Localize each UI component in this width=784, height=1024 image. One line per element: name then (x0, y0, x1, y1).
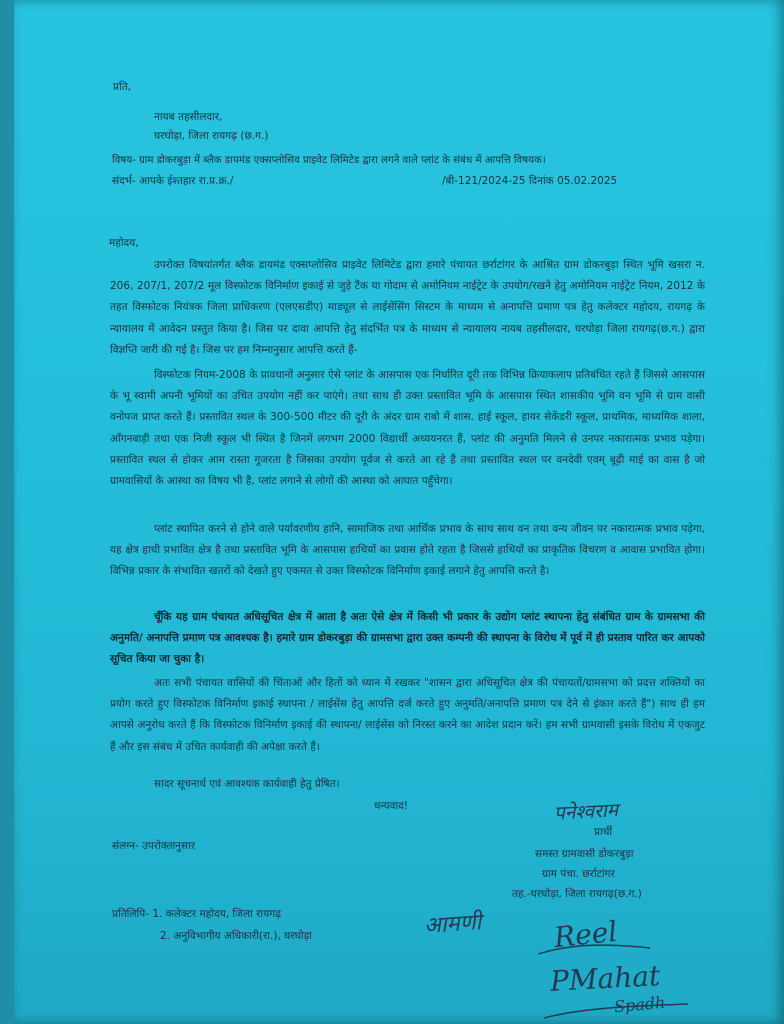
paragraph-5: अतः सभी पंचायत वासियों की चिंताओं और हितों को ध्यान में रखकर "शासन द्वारा अधिसूचित क्षेत्र की पंचायतों/ग्रामसभा को प्रदत्त शक्तियों का प्रयोग करते हुए विस्फोटक विनिर्माण इकाई स्थापना / लाईसेंस हेतु आपत्ति दर्ज करते हुए अनुमति/अनापत्ति प्रमाण पत्र देने से इंकार करते हैं") साथ ही हम आपसे अनुरोध करते हैं कि विस्फोटक विनिर्माण इकाई की स्थापना/ लाईसेंस को निरस्त करने का आदेश प्रदान करें। हम सभी ग्रामवासी इसके विरोध में एकजुट हैं और इस संबंध में उचित कार्यवाही की अपेक्षा करते हैं। (110, 677, 705, 753)
reference-right: /बी-121/2024-25 दिनांक 05.02.2025 (442, 175, 618, 187)
paragraph-3: प्लांट स्थापित करने से होने वाले पर्यावरणीय हानि, सामाजिक तथा आर्थिक प्रभाव के साथ साथ वन तथा वन्य जीवन पर नकारात्मक प्रभाव पड़ेगा, यह क्षेत्र हाथी प्रभावित क्षेत्र है तथा प्रस्तावित भूमि के आसपास हाथियों का प्रवास होते रहता है जिससे हाथियों का प्राकृतिक विचरण व आवास प्रभावित होगा। विभिन्न प्रकार के संभावित खतरों को देखते हुए एकमत से उक्त विस्फोटक विनिर्माण इकाई लगाने हेतु आपत्ति करते है। (110, 523, 705, 578)
signature-right-1: Reel (552, 914, 619, 955)
recipient-address: घरघोड़ा, जिला रायगढ़ (छ.ग.) (154, 130, 269, 142)
subject-line: विषय- ग्राम डोकरबुड़ा में ब्लैक डायमंड एक्सप्लोसिव प्राइवेट लिमिटेड द्वारा लगने वाले प्लांट के संबंध में आपत्ति विषयक। (112, 155, 546, 166)
signature-right-3: Spadh (613, 992, 667, 1017)
signature-right-2: PMahat (549, 959, 661, 998)
to-label: प्रति, (113, 81, 132, 93)
signature-stroke-icon (534, 940, 654, 960)
copy-to-1: प्रतिलिपि- 1. कलेक्टर महोदय, जिला रायगढ़ (112, 908, 282, 920)
sender-line-3: तह.-घरघोड़ा, जिला रायगढ़(छ.ग.) (512, 888, 642, 900)
signature-applicant: पनेश्वराम (553, 799, 619, 825)
sender-line-2: ग्राम पंचा. छर्राटांगर (542, 868, 615, 880)
signature-underline-icon (542, 1000, 692, 1024)
copy-to-2: 2. अनुविभागीय अधिकारी(रा.), घरघोड़ा (160, 930, 312, 942)
reference-left: संदर्भ- आपके ईश्तहार रा.प्र.क्र./ (112, 175, 234, 187)
paragraph-1: उपरोक्त विषयांतर्गत ब्लैक डायमंड एक्सप्लोसिव प्राइवेट लिमिटेड द्वारा हमारे पंचायत छर्राटांगर के आश्रित ग्राम डोकरबुड़ा स्थित भूमि खसरा न. 206, 207/1, 207/2 मूल विस्फोटक विनिर्माण इकाई से जुड़े टैंक या गोदाम से अमोनियम नाईट्रेट के उपयोग/रखने हेतु अमोनियम नाईट्रेट नियम, 2012 के तहत विस्फोटक नियंत्रक जिला प्राधिकरण (एलएसडीए) माड्यूल से लाईसेंसिंग सिस्टम के माध्यम से अनापत्ति प्रमाण पत्र हेतु कलेक्टर महोदय, रायगढ़ के न्यायालय में आवेदन प्रस्तुत किया है। जिस पर दावा आपत्ति हेतु संदर्भित पत्र के माध्यम से न्यायालय नायब तहसीलदार, घरघोड़ा जिला रायगढ़(छ.ग.) द्वारा विज्ञप्ति जारी की गई है। जिस पर हम निम्नानुसार आपत्ति करते हैं- (110, 259, 705, 356)
signature-middle: आमणी (423, 910, 483, 939)
paragraph-2: विस्फोटक नियम-2008 के प्रावधानों अनुसार ऐसे प्लांट के आसपास एक निर्धारित दूरी तक विभिन्न क्रियाकलाप प्रतिबंधित रहते हैं जिससे आसपास के भू स्वामी अपनी भूमियों का उचित उपयोग नहीं कर पाएंगे। तथा साथ ही उक्त प्रस्तावित भूमि के आसपास स्थित शासकीय भूमि वन भूमि से ग्राम वासी वनोपज प्राप्त करते हैं। प्रस्तावित स्थल के 300-500 मीटर की दूरी के अंदर ग्राम राबो में शास. हाई स्कूल, हायर सेकेंडरी स्कूल, प्राथमिक, माध्यमिक शाला, आँगनबाड़ी तथा एक निजी स्कूल भी स्थित है जिनमें लगभग 2000 विद्यार्थी अध्ययनरत हैं, प्लांट की अनुमति मिलने से उनपर नकारात्मक प्रभाव पड़ेगा। प्रस्तावित स्थल से होकर आम रास्ता गुजरता है जिसका उपयोग पूर्वज से करते आ रहे हैं तथा प्रस्तावित स्थल पर वनदेवी एवम् बूढ़ी माई का वास है जो ग्रामवासियों के आस्था का विषय भी है, प्लांट लगाने से लोगों की आस्था को आघात पहुँचेगा। (110, 369, 705, 488)
closing-line: सादर सूचनार्थ एवं आवश्यक कार्यवाही हेतु प्रेषित। (154, 778, 340, 790)
recipient-title: नायब तहसीलदार, (154, 111, 223, 123)
applicant-label: प्रार्थी (594, 826, 613, 838)
sender-line-1: समस्त ग्रामवासी डोकरबुड़ा (535, 848, 634, 860)
paragraph-4: चूँकि यह ग्राम पंचायत अधिसूचित क्षेत्र में आता है अतः ऐसे क्षेत्र में किसी भी प्रकार के उद्योग प्लांट स्थापना हेतु संबंधित ग्राम के ग्रामसभा की अनुमति/ अनापत्ति प्रमाण पत्र आवश्यक है। हमारे ग्राम डोकरबुड़ा की ग्रामसभा द्वारा उक्त कम्पनी की स्थापना के विरोध में पूर्व में ही प्रस्ताव पारित कर आपको सूचित किया जा चुका है। (110, 611, 705, 666)
salutation: महोदय, (109, 237, 139, 249)
letter-paper (14, 0, 784, 1024)
thanks-line: धन्यवाद! (374, 800, 408, 812)
enclosure-note: संलग्न- उपरोक्तानुसार (112, 840, 196, 852)
